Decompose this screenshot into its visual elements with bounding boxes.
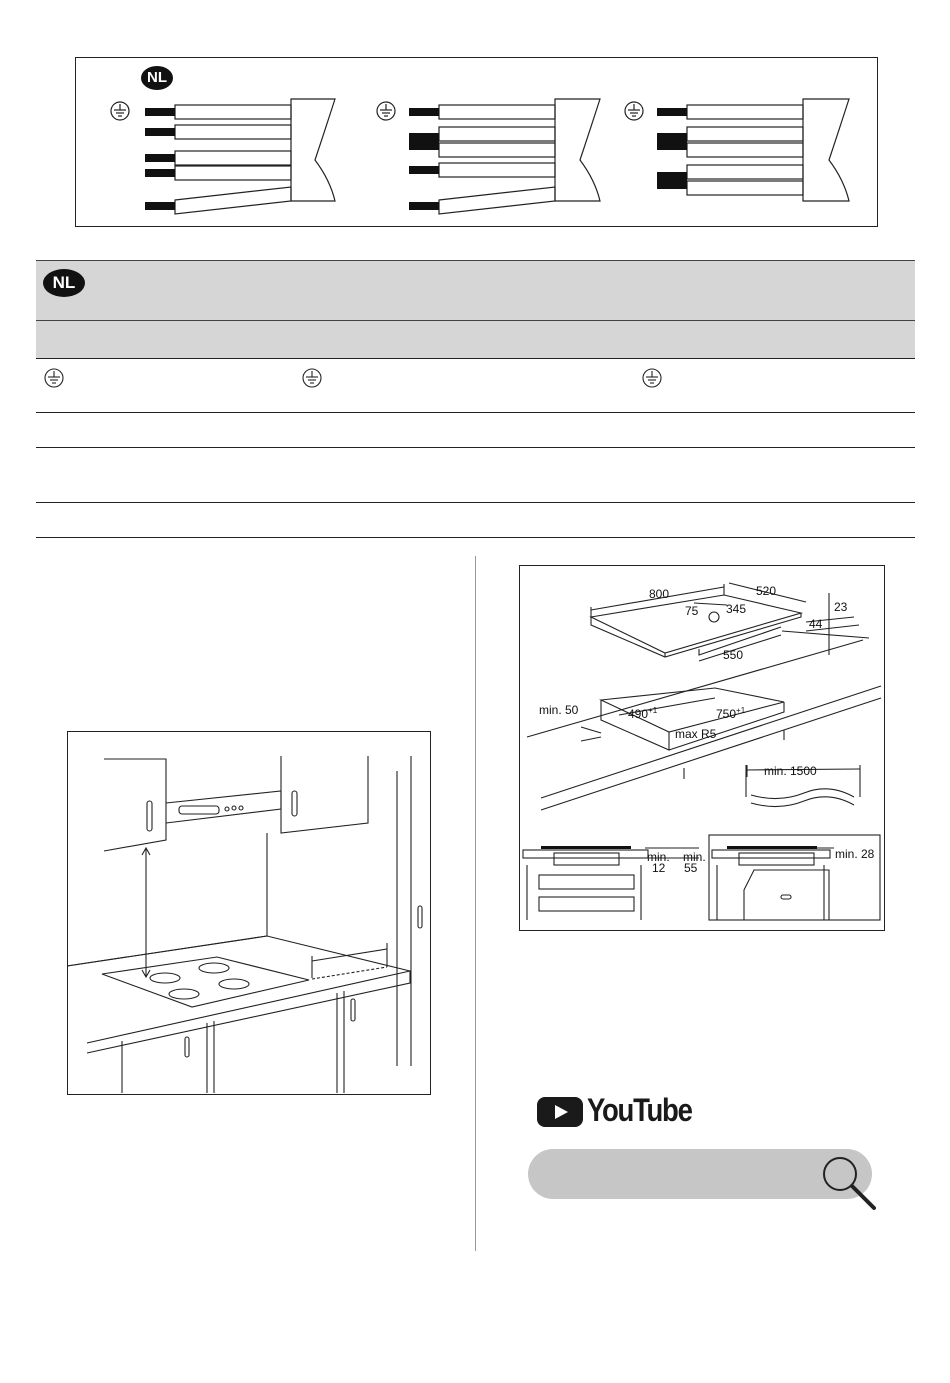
earth-icon [44, 368, 64, 388]
dim-12: 12 [652, 861, 666, 875]
dim-550: 550 [723, 648, 744, 662]
dim-min-label: min. [683, 850, 706, 864]
table-subheader [36, 320, 915, 359]
dim-min-28: min. 28 [835, 847, 875, 861]
dim-55: 55 [684, 861, 698, 875]
dim-345: 345 [726, 602, 747, 616]
earth-icon [625, 102, 643, 120]
dim-800: 800 [649, 587, 670, 601]
magnifier-icon[interactable] [818, 1152, 882, 1214]
nl-badge: NL [141, 66, 173, 90]
earth-icon [377, 102, 395, 120]
table-row-divider [36, 502, 915, 503]
earth-icon [111, 102, 129, 120]
youtube-logo[interactable] [537, 1092, 692, 1130]
youtube-wordmark: YouTube [587, 1092, 692, 1128]
dim-750: $750^{+1}$ [716, 706, 746, 721]
dimension-drawing [519, 565, 885, 931]
table-row-divider [36, 537, 915, 538]
table-row-divider [36, 447, 915, 448]
table-row-divider [36, 412, 915, 413]
play-icon [537, 1097, 583, 1127]
dim-cable: min. 1500 [764, 764, 817, 778]
dim-radius: max R5 [675, 727, 717, 741]
kitchen-illustration [67, 731, 431, 1095]
dim-min-50: min. 50 [539, 703, 579, 717]
column-divider [475, 556, 476, 1251]
nl-badge: NL [43, 269, 85, 297]
wiring-drawing [0, 0, 950, 240]
dim-520: 520 [756, 584, 777, 598]
dim-44: 44 [809, 617, 823, 631]
dim-490: $490^{+1}$ [628, 706, 658, 721]
dim-75: 75 [685, 604, 699, 618]
dim-min-label: min. [647, 850, 670, 864]
table-header [36, 260, 915, 321]
earth-icon [302, 368, 322, 388]
dim-23: 23 [834, 600, 848, 614]
earth-icon [642, 368, 662, 388]
